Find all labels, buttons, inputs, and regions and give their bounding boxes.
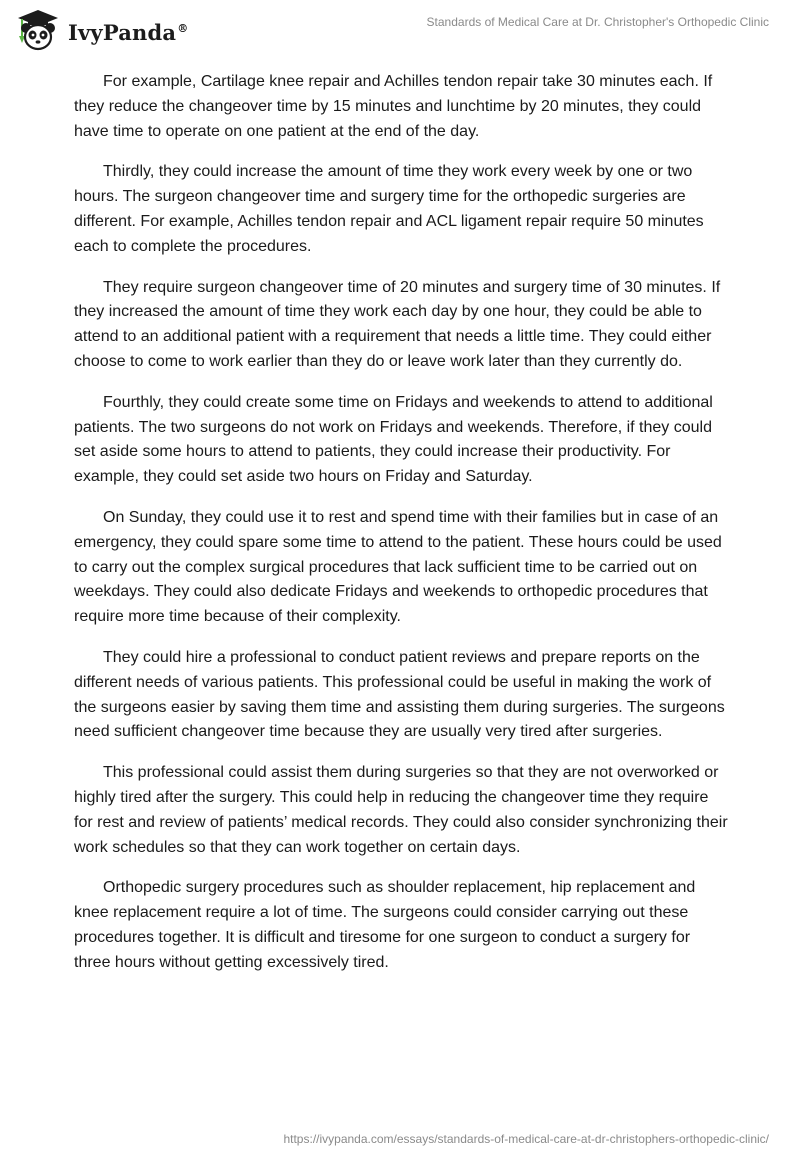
ivypanda-logo[interactable] <box>14 8 188 52</box>
document-title: Standards of Medical Care at Dr. Christopher's Orthopedic Clinic <box>426 15 769 29</box>
paragraph: For example, Cartilage knee repair and Achilles tendon repair take 30 minutes each. If they reduce the changeover time by 15 minutes and lunchtime by 20 minutes, they could have time to operate on one patient at the end of the day. <box>74 73 713 140</box>
panda-graduate-icon <box>14 8 62 52</box>
essay-body <box>74 70 730 992</box>
logo-wordmark: IvyPanda® <box>68 19 189 45</box>
paragraph: They require surgeon changeover time of 20 minutes and surgery time of 30 minutes. If they increased the amount of time they work each day by one hour, they could be able to attend to an additional patient with a requirement that needs a little time. They could either choose to come to work earlier than they do or leave work later than they currently do. <box>74 278 721 370</box>
paragraph: Thirdly, they could increase the amount of time they work every week by one or two hours. The surgeon changeover time and surgery time for the orthopedic surgeries are different. For example, Achilles tendon repair and ACL ligament repair require 50 minutes each to complete the procedures. <box>74 163 704 255</box>
paragraph: Orthopedic surgery procedures such as shoulder replacement, hip replacement and knee replacement require a lot of time. The surgeons could consider carrying out these procedures together. It is difficult and tiresome for one surgeon to conduct a surgery for three hours without getting excessively tired. <box>74 879 696 971</box>
paragraph: They could hire a professional to conduct patient reviews and prepare reports on the different needs of various patients. This professional could be useful in making the work of the surgeons easier by saving them time and assisting them during surgeries. The surgeons need sufficient changeover time because they are usually very tired after surgeries. <box>74 648 725 741</box>
source-url-link[interactable]: https://ivypanda.com/essays/standards-of-medical-care-at-dr-christophers-orthopedic-clinic/ <box>283 1132 769 1146</box>
paragraph: Fourthly, they could create some time on Fridays and weekends to attend to additional patients. The two surgeons do not work on Fridays and weekends. Therefore, if they could set aside some hours to attend to patients, they could increase their productivity. For example, they could set aside two hours on Friday and Saturday. <box>74 393 713 486</box>
paragraph: On Sunday, they could use it to rest and spend time with their families but in case of an emergency, they could spare some time to attend to the patient. These hours could be used to carry out the complex surgical procedures that lack sufficient time to be carried out on weekdays. They could also dedicate Fridays and weekends to orthopedic procedures that require more time because of their complexity. <box>74 508 722 626</box>
paragraph: This professional could assist them during surgeries so that they are not overworked or highly tired after the surgery. This could help in reducing the changeover time they require for rest and review of patients’ medical records. They could also consider synchronizing their work schedules so that they can work together on certain days. <box>74 764 728 856</box>
page-header <box>0 0 800 60</box>
